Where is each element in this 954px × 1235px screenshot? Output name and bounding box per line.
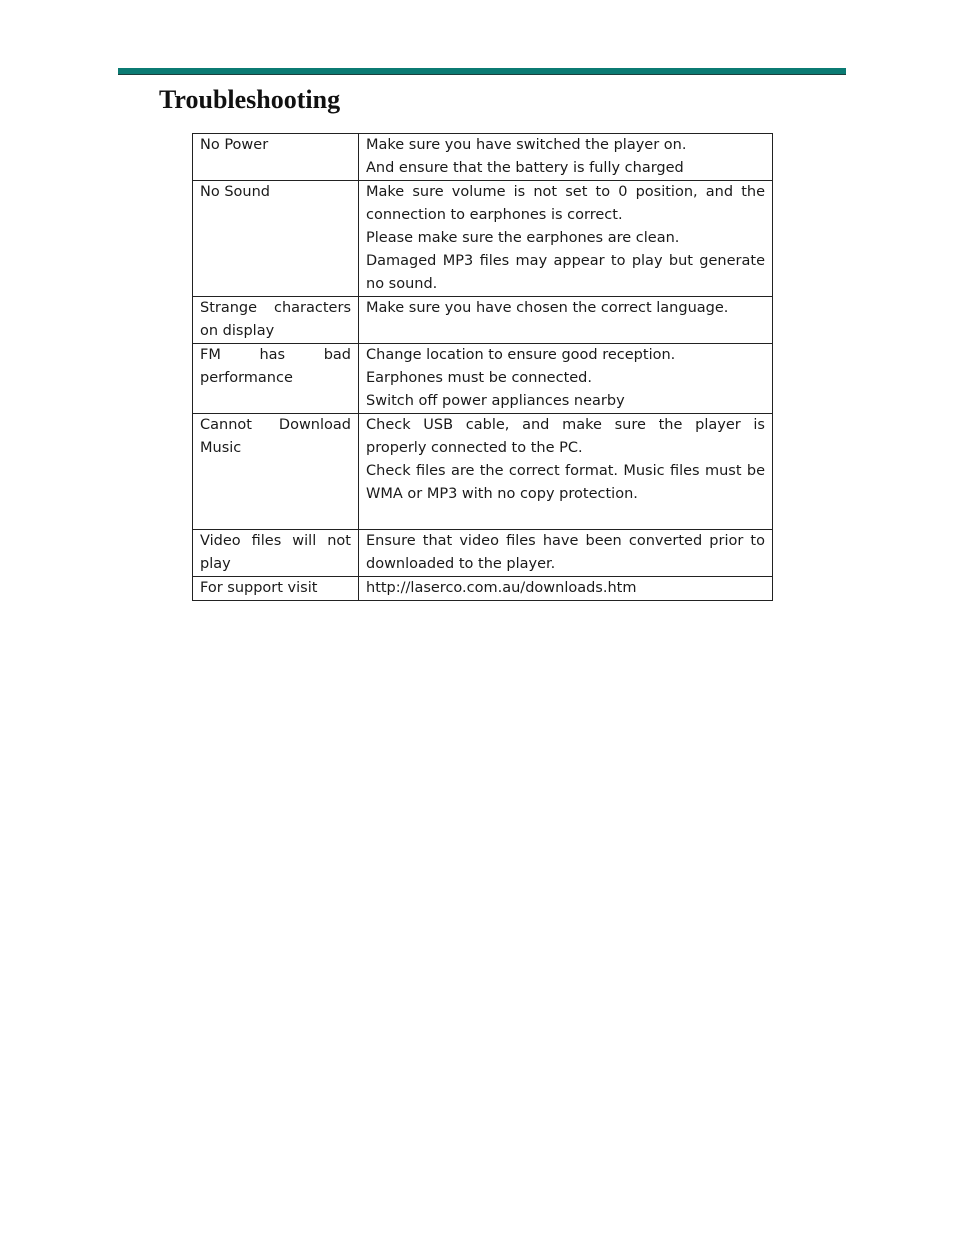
table-row	[193, 134, 773, 181]
problem-cell: FM has bad performance	[193, 344, 359, 414]
solution-cell	[359, 414, 773, 530]
table-row	[193, 297, 773, 344]
problem-cell: No Power	[193, 134, 359, 181]
problem-cell: Video files will not play	[193, 530, 359, 577]
problem-cell: No Sound	[193, 181, 359, 297]
header-rule	[118, 68, 846, 75]
problem-cell: Strange characters on display	[193, 297, 359, 344]
table-row	[193, 577, 773, 601]
problem-cell: Cannot Download Music	[193, 414, 359, 530]
solution-cell	[359, 344, 773, 414]
solution-line: Make sure volume is not set to 0 position, and the connection to earphones is correct.	[366, 184, 765, 223]
solution-cell	[359, 530, 773, 577]
table-row	[193, 181, 773, 297]
solution-line: Change location to ensure good reception.	[366, 347, 676, 363]
solution-line: And ensure that the battery is fully charged	[366, 160, 684, 176]
page-title: Troubleshooting	[159, 85, 341, 114]
blank-line	[366, 506, 765, 529]
support-url: http://laserco.com.au/downloads.htm	[366, 580, 637, 596]
solution-line: Make sure you have chosen the correct language.	[366, 300, 729, 316]
table-row	[193, 530, 773, 577]
solution-line: Ensure that video files have been converted prior to downloaded to the player.	[366, 533, 765, 572]
table-row	[193, 344, 773, 414]
problem-cell: For support visit	[193, 577, 359, 601]
table-row	[193, 414, 773, 530]
solution-line: Check USB cable, and make sure the player is properly connected to the PC.	[366, 417, 765, 456]
solution-line: Earphones must be connected.	[366, 370, 592, 386]
solution-cell	[359, 577, 773, 601]
solution-cell	[359, 297, 773, 344]
solution-line: Damaged MP3 files may appear to play but generate no sound.	[366, 253, 765, 292]
solution-cell	[359, 134, 773, 181]
solution-line: Check files are the correct format. Music files must be WMA or MP3 with no copy protection.	[366, 463, 765, 502]
solution-cell	[359, 181, 773, 297]
troubleshooting-table	[192, 133, 773, 601]
solution-line: Please make sure the earphones are clean.	[366, 230, 680, 246]
solution-line: Make sure you have switched the player on.	[366, 137, 687, 153]
solution-line: Switch off power appliances nearby	[366, 393, 625, 409]
